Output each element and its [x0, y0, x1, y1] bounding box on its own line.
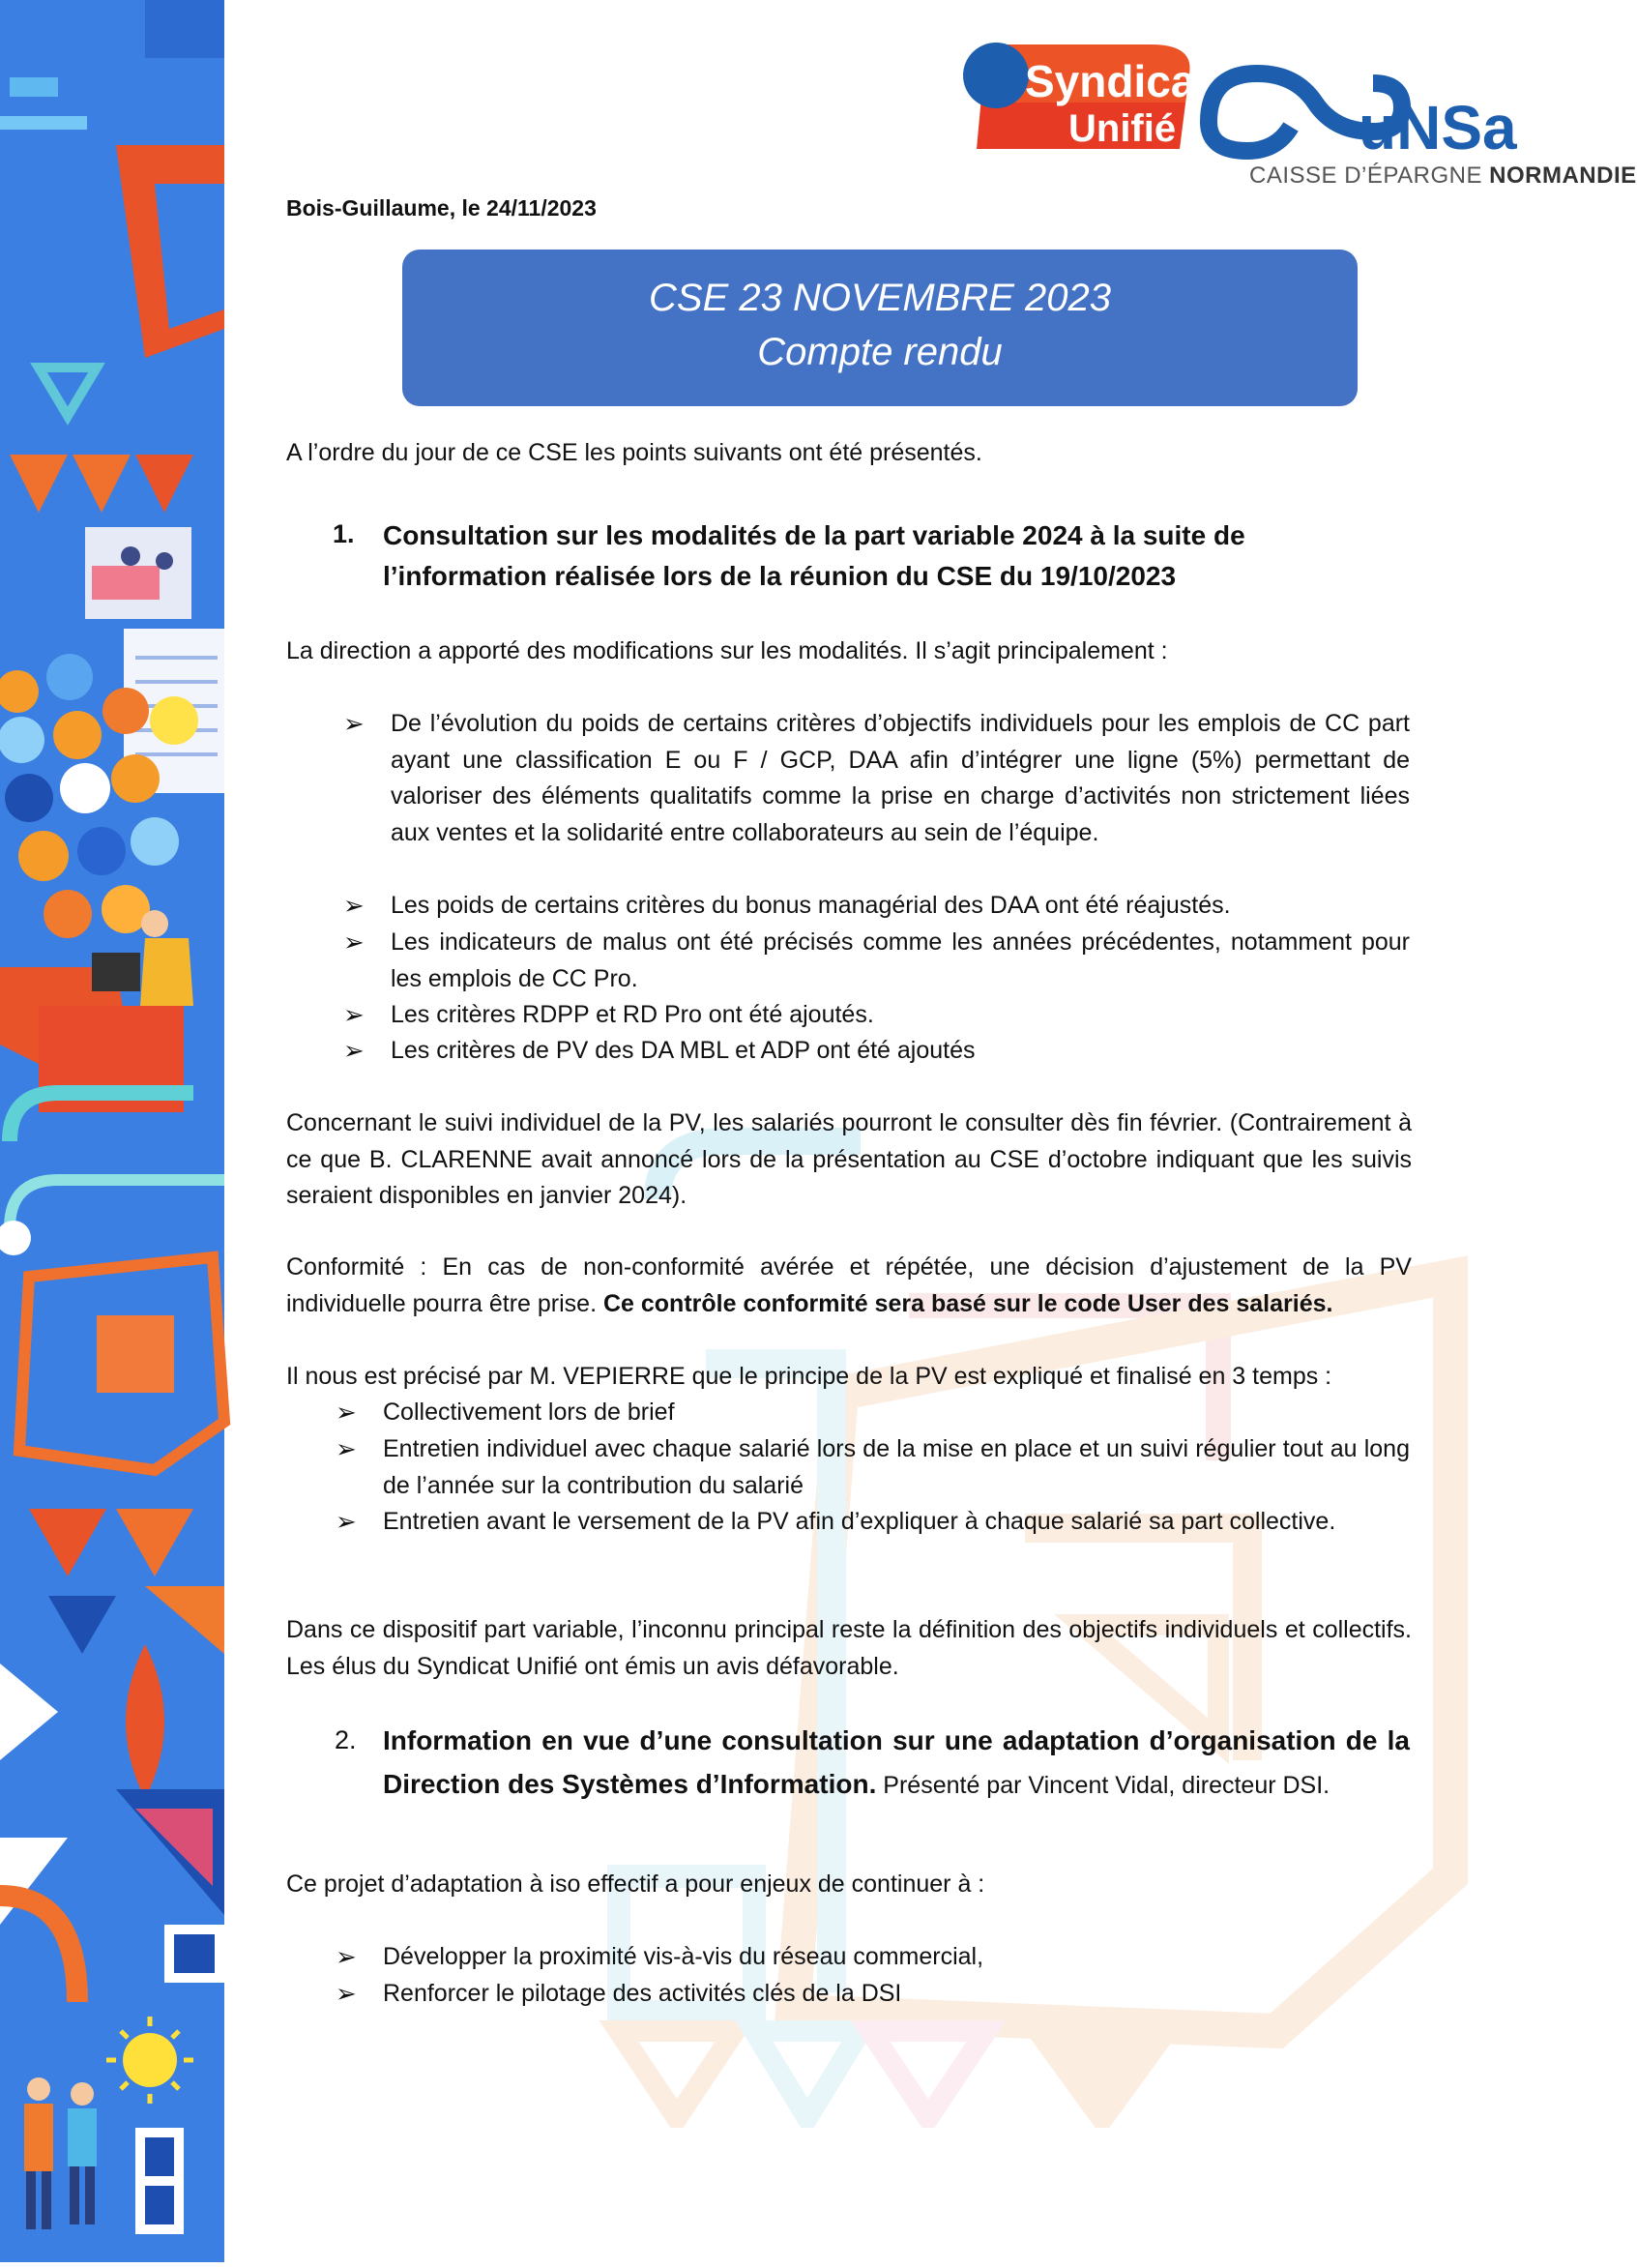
temps-item-1: Collectivement lors de brief: [383, 1399, 675, 1426]
bullet-arrow-icon: ➢: [336, 1507, 357, 1536]
logo-word-syndicat: Syndicat: [1025, 56, 1211, 106]
conclusion-paragraph: Dans ce dispositif part variable, l’inconnu principal reste la définition des objectifs individuels et collectifs. Les élus du Syndicat Unifié ont émis un avis défavorable.: [286, 1616, 1412, 1680]
principe-paragraph: Il nous est précisé par M. VEPIERRE que le principe de la PV est expliqué et finalisé en 3 temps :: [286, 1363, 1332, 1390]
section-2-heading-bold: Information en vue d’une consultation sur une adaptation d’organisation de la Direction des Systèmes d’Information.: [383, 1725, 1410, 1799]
section-2-number: 2.: [335, 1725, 357, 1754]
section-1-heading-line-2: l’information réalisée lors de la réunion du CSE du 19/10/2023: [383, 561, 1177, 591]
bullet-arrow-icon: ➢: [343, 709, 365, 738]
decorative-pattern: [0, 0, 224, 2262]
section-1-bullet-4: Les critères RDPP et RD Pro ont été ajoutés.: [391, 1001, 874, 1028]
bullet-arrow-icon: ➢: [336, 1979, 357, 2008]
section-1-bullet-5: Les critères de PV des DA MBL et ADP ont été ajoutés: [391, 1037, 976, 1064]
bullet-arrow-icon: ➢: [343, 928, 365, 957]
section-1-number: 1.: [333, 519, 355, 548]
section-1-bullet-3: Les indicateurs de malus ont été précisés comme les années précédentes, notamment pour les emplois de CC Pro.: [391, 928, 1410, 992]
logo-word-unifie: Unifié: [1068, 107, 1177, 150]
decorative-side-band: [0, 0, 224, 2262]
section-1-lead: La direction a apporté des modifications sur les modalités. Il s’agit principalement :: [286, 637, 1168, 664]
temps-item-2: Entretien individuel avec chaque salarié lors de la mise en place et un suivi régulier tout au long de l’année sur la contribution du salarié: [383, 1435, 1410, 1499]
bullet-arrow-icon: ➢: [336, 1942, 357, 1971]
section-1-heading-line-1: Consultation sur les modalités de la part variable 2024 à la suite de: [383, 520, 1245, 550]
bullet-arrow-icon: ➢: [336, 1434, 357, 1463]
section-1-bullet-1: De l’évolution du poids de certains critères d’objectifs individuels pour les emplois de CC part ayant une classification E ou F / GCP, DAA afin d’intégrer une ligne (5%) permettant de valoriser des éléments qualitatifs comme la prise en charge d’activités non strictement liées aux ventes et la solidarité entre collaborateurs au sein de l’équipe.: [391, 710, 1410, 846]
section-2-bullet-2: Renforcer le pilotage des activités clés de la DSI: [383, 1980, 902, 2007]
title-line-2: Compte rendu: [757, 331, 1003, 373]
section-2-lead: Ce projet d’adaptation à iso effectif a pour enjeux de continuer à :: [286, 1870, 985, 1898]
document-date: Bois-Guillaume, le 24/11/2023: [286, 195, 597, 221]
bullet-arrow-icon: ➢: [343, 1000, 365, 1029]
bullet-arrow-icon: ➢: [343, 1036, 365, 1065]
conformite-paragraph: [286, 1250, 1412, 1322]
title-line-1: CSE 23 NOVEMBRE 2023: [649, 277, 1111, 319]
bullet-arrow-icon: ➢: [343, 891, 365, 920]
section-1-bullet-2: Les poids de certains critères du bonus managérial des DAA ont été réajustés.: [391, 892, 1231, 919]
logo-caption-bold: NORMANDIE: [1489, 162, 1637, 189]
logo-caption: [1249, 162, 1637, 190]
logo-caption-regular: CAISSE D’ÉPARGNE: [1249, 162, 1490, 189]
title-banner: [402, 250, 1358, 406]
logo-word-unsa: uNSa: [1359, 93, 1517, 162]
section-2-heading-rest: Présenté par Vincent Vidal, directeur DSI.: [876, 1772, 1330, 1799]
intro-paragraph: A l’ordre du jour de ce CSE les points suivants ont été présentés.: [286, 439, 982, 466]
conformite-text: Conformité : En cas de non-conformité avérée et répétée, une décision d’ajustement de la PV individuelle pourra être prise.: [286, 1253, 1412, 1317]
conformite-bold-text: Ce contrôle conformité sera basé sur le code User des salariés.: [602, 1289, 1333, 1317]
section-2-bullet-1: Développer la proximité vis-à-vis du réseau commercial,: [383, 1943, 984, 1970]
suivi-paragraph: Concernant le suivi individuel de la PV, les salariés pourront le consulter dès fin février. (Contrairement à ce que B. CLARENNE avait annoncé lors de la présentation au CSE d’octobre indiquant que les suivis seraient disponibles en janvier 2024).: [286, 1109, 1412, 1209]
bullet-arrow-icon: ➢: [336, 1398, 357, 1427]
section-2-heading: [383, 1720, 1410, 1807]
temps-item-3: Entretien avant le versement de la PV afin d’expliquer à chaque salarié sa part collective.: [383, 1508, 1336, 1535]
